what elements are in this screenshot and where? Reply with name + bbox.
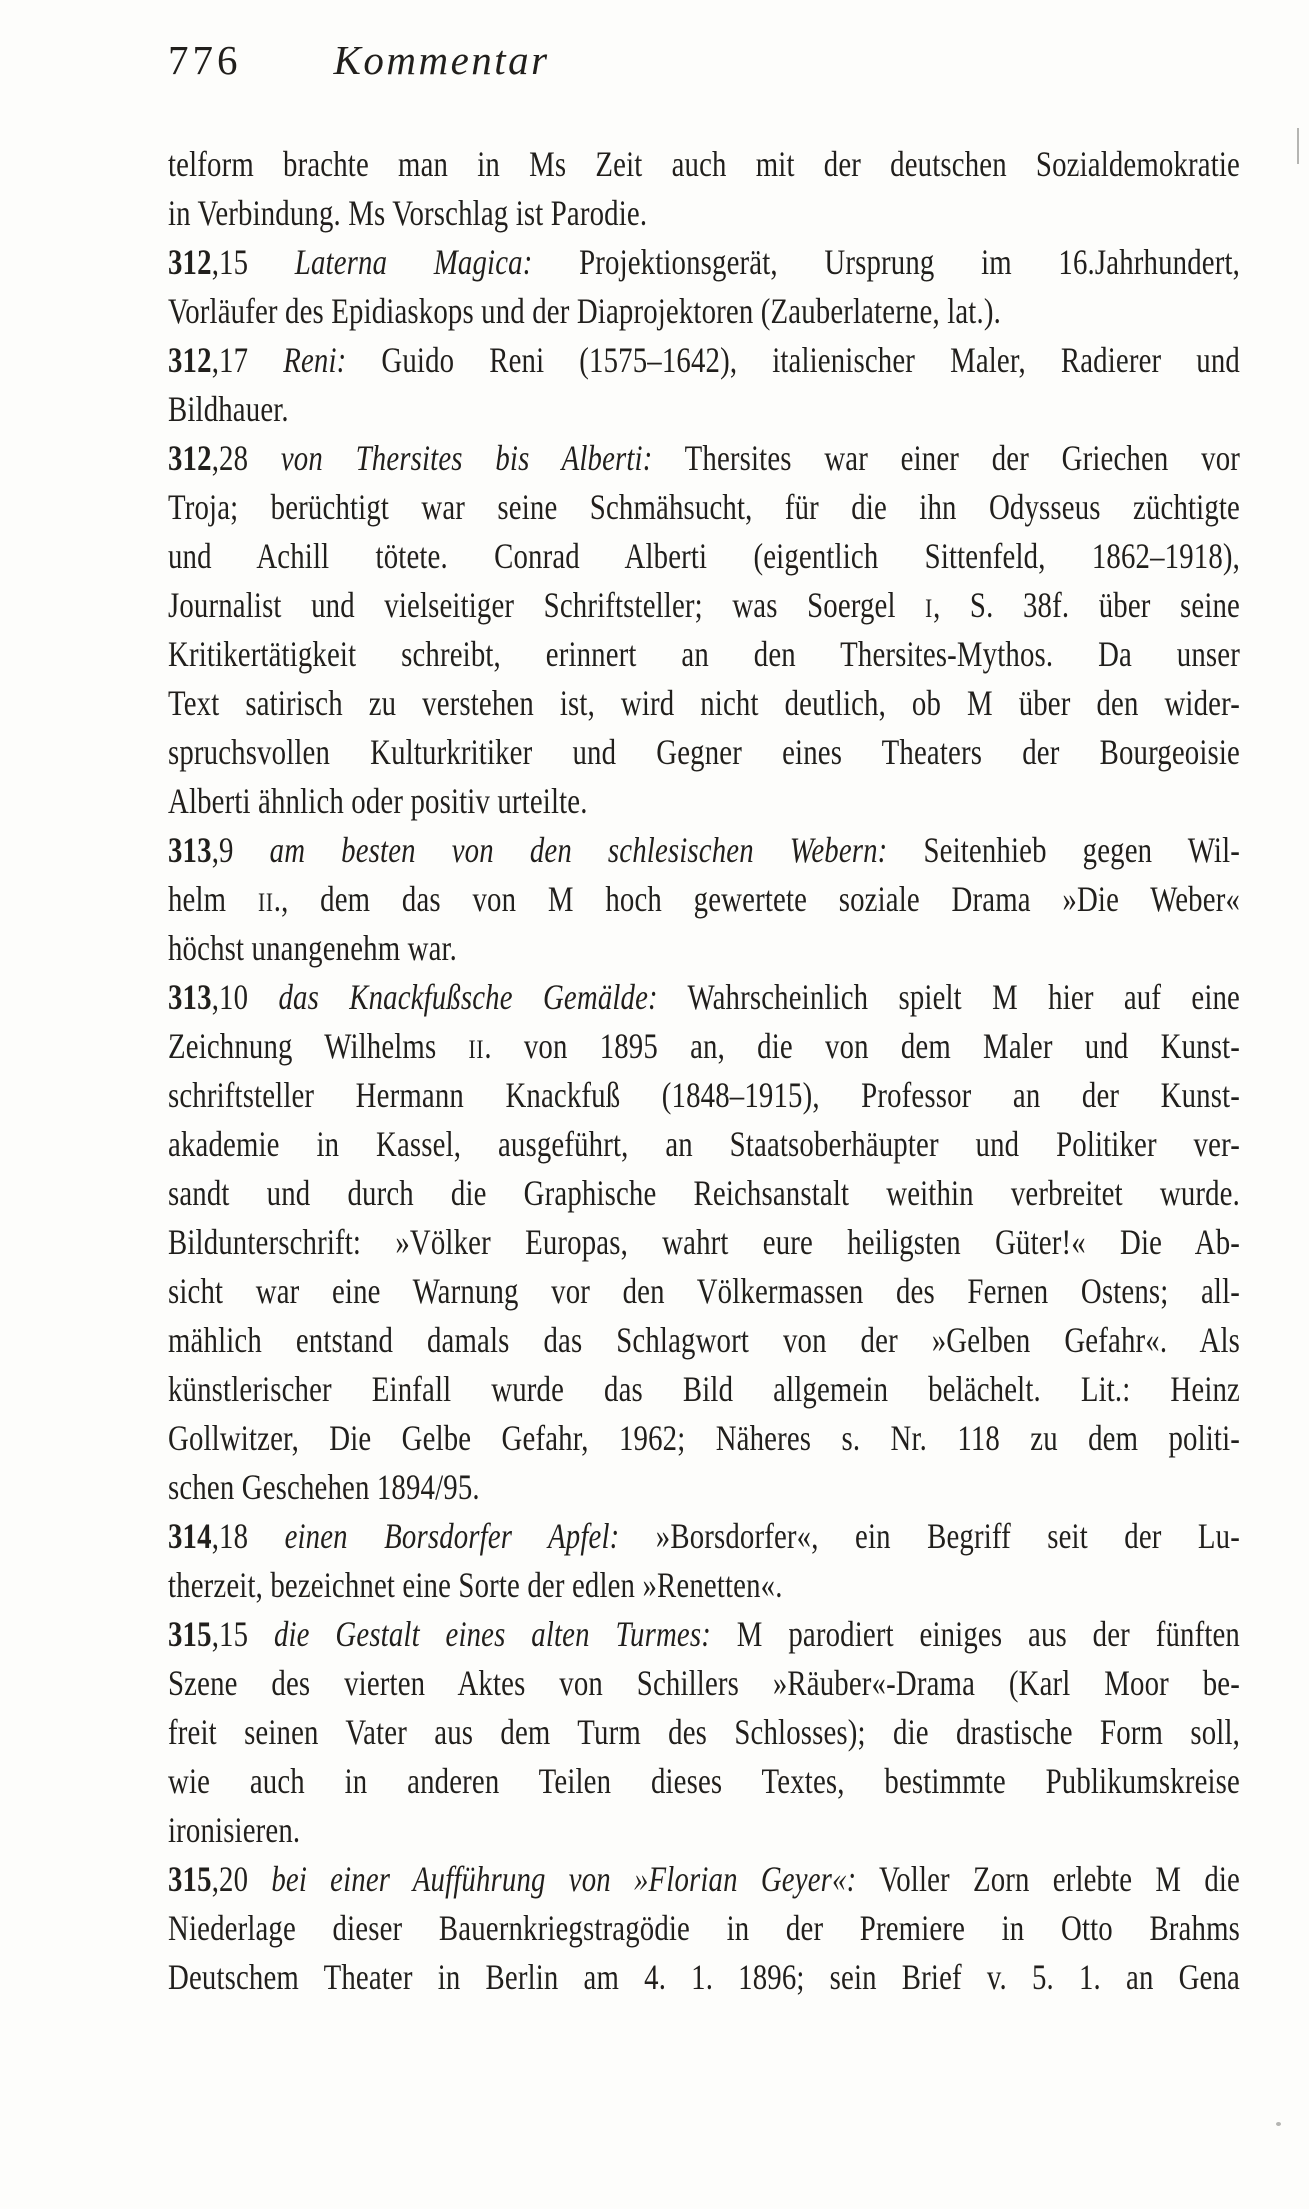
text-line: telform brachte man in Ms Zeit auch mit der deutschen Sozialdemokratie xyxy=(168,144,1240,184)
text-line: Zeichnung Wilhelms II. von 1895 an, die von dem Maler und Kunst- xyxy=(168,1026,1240,1066)
page-number: 776 xyxy=(168,37,242,83)
text-line: therzeit, bezeichnet eine Sorte der edlen »Renetten«. xyxy=(168,1565,783,1605)
text-line: helm II., dem das von M hoch gewertete soziale Drama »Die Weber« xyxy=(168,879,1241,919)
text-block xyxy=(168,140,1240,2002)
text-line: 313,9 am besten von den schlesischen Webern: Seitenhieb gegen Wil- xyxy=(168,830,1240,870)
text-line: und Achill tötete. Conrad Alberti (eigentlich Sittenfeld, 1862–1918), xyxy=(168,536,1240,576)
text-line: Troja; berüchtigt war seine Schmähsucht, für die ihn Odysseus züchtigte xyxy=(168,487,1240,527)
text-line: Bildunterschrift: »Völker Europas, wahrt eure heiligsten Güter!« Die Ab- xyxy=(168,1222,1240,1262)
text-line: 315,15 die Gestalt eines alten Turmes: M parodiert einiges aus der fünften xyxy=(168,1614,1240,1654)
text-line: ironisieren. xyxy=(168,1810,301,1850)
text-line: 313,10 das Knackfußsche Gemälde: Wahrscheinlich spielt M hier auf eine xyxy=(168,977,1240,1017)
text-line: freit seinen Vater aus dem Turm des Schlosses); die drastische Form soll, xyxy=(168,1712,1240,1752)
text-line: in Verbindung. Ms Vorschlag ist Parodie. xyxy=(168,193,648,233)
text-line: 315,20 bei einer Aufführung von »Florian Geyer«: Voller Zorn erlebte M die xyxy=(168,1859,1240,1899)
text-line: spruchsvollen Kulturkritiker und Gegner eines Theaters der Bourgeoisie xyxy=(168,732,1240,772)
text-line: 314,18 einen Borsdorfer Apfel: »Borsdorfer«, ein Begriff seit der Lu- xyxy=(168,1516,1240,1556)
running-title: Kommentar xyxy=(333,37,550,83)
text-line: 312,28 von Thersites bis Alberti: Thersites war einer der Griechen vor xyxy=(168,438,1241,478)
text-line: Gollwitzer, Die Gelbe Gefahr, 1962; Näheres s. Nr. 118 zu dem politi- xyxy=(168,1418,1240,1458)
scan-edge-mark xyxy=(1297,128,1299,164)
text-line: schriftsteller Hermann Knackfuß (1848–1915), Professor an der Kunst- xyxy=(168,1075,1240,1115)
text-line: mählich entstand damals das Schlagwort von der »Gelben Gefahr«. Als xyxy=(168,1320,1240,1360)
text-line: höchst unangenehm war. xyxy=(168,928,458,968)
text-line: sicht war eine Warnung vor den Völkermassen des Fernen Ostens; all- xyxy=(168,1271,1240,1311)
text-line: Deutschem Theater in Berlin am 4. 1. 1896; sein Brief v. 5. 1. an Gena xyxy=(168,1957,1240,1997)
text-line: Niederlage dieser Bauernkriegstragödie in der Premiere in Otto Brahms xyxy=(168,1908,1240,1948)
text-line: wie auch in anderen Teilen dieses Textes, bestimmte Publikumskreise xyxy=(168,1761,1240,1801)
text-line: Text satirisch zu verstehen ist, wird nicht deutlich, ob M über den wider- xyxy=(168,683,1240,723)
text-line: Bildhauer. xyxy=(168,389,289,429)
text-line: Alberti ähnlich oder positiv urteilte. xyxy=(168,781,588,821)
text-line: 312,15 Laterna Magica: Projektionsgerät, Ursprung im 16.Jahrhundert, xyxy=(168,242,1240,282)
text-line: Vorläufer des Epidiaskops und der Diaprojektoren (Zauberlaterne, lat.). xyxy=(168,291,1001,331)
text-line: Journalist und vielseitiger Schriftsteller; was Soergel I, S. 38f. über seine xyxy=(168,585,1240,625)
text-line: 312,17 Reni: Guido Reni (1575–1642), italienischer Maler, Radierer und xyxy=(168,340,1240,380)
text-line: Szene des vierten Aktes von Schillers »Räuber«-Drama (Karl Moor be- xyxy=(168,1663,1240,1703)
page-header xyxy=(168,36,550,84)
text-line: Kritikertätigkeit schreibt, erinnert an den Thersites-Mythos. Da unser xyxy=(168,634,1240,674)
text-line: sandt und durch die Graphische Reichsanstalt weithin verbreitet wurde. xyxy=(168,1173,1240,1213)
text-line: schen Geschehen 1894/95. xyxy=(168,1467,480,1507)
text-line: künstlerischer Einfall wurde das Bild allgemein belächelt. Lit.: Heinz xyxy=(168,1369,1240,1409)
scan-speck xyxy=(1276,2122,1281,2126)
text-line: akademie in Kassel, ausgeführt, an Staatsoberhäupter und Politiker ver- xyxy=(168,1124,1240,1164)
